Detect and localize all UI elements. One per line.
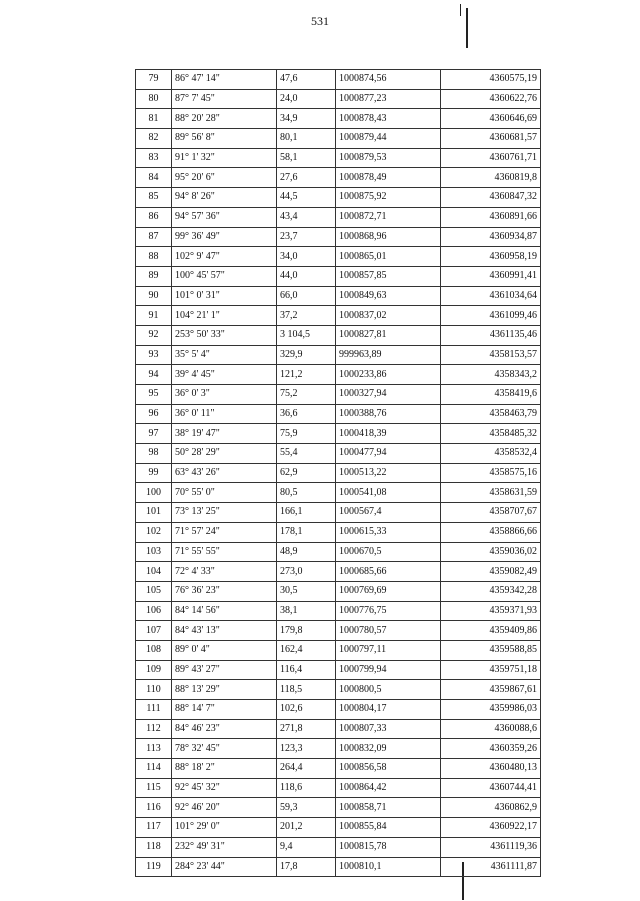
table-row (136, 621, 541, 641)
length-cell: 24,0 (277, 89, 336, 109)
direction-angle-cell: 50° 28' 29" (172, 444, 277, 464)
point-number-cell: 79 (136, 70, 172, 90)
x-coordinate-cell: 1000233,86 (336, 365, 441, 385)
point-number-cell: 96 (136, 404, 172, 424)
length-cell: 162,4 (277, 640, 336, 660)
length-cell: 80,1 (277, 129, 336, 149)
direction-angle-cell: 76° 36' 23" (172, 581, 277, 601)
y-coordinate-cell: 4360862,9 (441, 798, 541, 818)
table-row (136, 581, 541, 601)
x-coordinate-cell: 1000875,92 (336, 188, 441, 208)
length-cell: 44,5 (277, 188, 336, 208)
point-number-cell: 83 (136, 148, 172, 168)
length-cell: 121,2 (277, 365, 336, 385)
y-coordinate-cell: 4360681,57 (441, 129, 541, 149)
point-number-cell: 112 (136, 719, 172, 739)
point-number-cell: 85 (136, 188, 172, 208)
table-row (136, 444, 541, 464)
direction-angle-cell: 92° 45' 32" (172, 778, 277, 798)
direction-angle-cell: 63° 43' 26" (172, 463, 277, 483)
x-coordinate-cell: 1000877,23 (336, 89, 441, 109)
point-number-cell: 94 (136, 365, 172, 385)
x-coordinate-cell: 1000807,33 (336, 719, 441, 739)
length-cell: 116,4 (277, 660, 336, 680)
point-number-cell: 93 (136, 345, 172, 365)
point-number-cell: 110 (136, 680, 172, 700)
table-row (136, 168, 541, 188)
direction-angle-cell: 89° 43' 27" (172, 660, 277, 680)
coordinates-table-body (136, 70, 541, 877)
length-cell: 36,6 (277, 404, 336, 424)
length-cell: 17,8 (277, 857, 336, 877)
point-number-cell: 117 (136, 818, 172, 838)
length-cell: 329,9 (277, 345, 336, 365)
table-row (136, 207, 541, 227)
x-coordinate-cell: 999963,89 (336, 345, 441, 365)
y-coordinate-cell: 4359588,85 (441, 640, 541, 660)
length-cell: 273,0 (277, 562, 336, 582)
y-coordinate-cell: 4360819,8 (441, 168, 541, 188)
direction-angle-cell: 78° 32' 45" (172, 739, 277, 759)
x-coordinate-cell: 1000685,66 (336, 562, 441, 582)
table-row (136, 325, 541, 345)
y-coordinate-cell: 4358866,66 (441, 522, 541, 542)
point-number-cell: 107 (136, 621, 172, 641)
length-cell: 44,0 (277, 266, 336, 286)
y-coordinate-cell: 4360891,66 (441, 207, 541, 227)
x-coordinate-cell: 1000864,42 (336, 778, 441, 798)
x-coordinate-cell: 1000541,08 (336, 483, 441, 503)
length-cell: 34,9 (277, 109, 336, 129)
length-cell: 62,9 (277, 463, 336, 483)
x-coordinate-cell: 1000388,76 (336, 404, 441, 424)
y-coordinate-cell: 4360359,26 (441, 739, 541, 759)
y-coordinate-cell: 4360744,41 (441, 778, 541, 798)
length-cell: 27,6 (277, 168, 336, 188)
length-cell: 30,5 (277, 581, 336, 601)
direction-angle-cell: 99° 36' 49" (172, 227, 277, 247)
y-coordinate-cell: 4358485,32 (441, 424, 541, 444)
page-number: 531 (311, 14, 329, 28)
scan-mark-top (466, 8, 468, 48)
direction-angle-cell: 100° 45' 57" (172, 266, 277, 286)
table-row (136, 798, 541, 818)
table-row (136, 286, 541, 306)
point-number-cell: 100 (136, 483, 172, 503)
table-row (136, 837, 541, 857)
point-number-cell: 80 (136, 89, 172, 109)
y-coordinate-cell: 4360622,76 (441, 89, 541, 109)
direction-angle-cell: 92° 46' 20" (172, 798, 277, 818)
point-number-cell: 82 (136, 129, 172, 149)
y-coordinate-cell: 4360088,6 (441, 719, 541, 739)
direction-angle-cell: 72° 4' 33" (172, 562, 277, 582)
x-coordinate-cell: 1000837,02 (336, 306, 441, 326)
direction-angle-cell: 101° 29' 0" (172, 818, 277, 838)
x-coordinate-cell: 1000797,11 (336, 640, 441, 660)
length-cell: 55,4 (277, 444, 336, 464)
y-coordinate-cell: 4361119,36 (441, 837, 541, 857)
x-coordinate-cell: 1000327,94 (336, 385, 441, 405)
direction-angle-cell: 94° 8' 26" (172, 188, 277, 208)
point-number-cell: 108 (136, 640, 172, 660)
table-row (136, 542, 541, 562)
y-coordinate-cell: 4360480,13 (441, 759, 541, 779)
point-number-cell: 114 (136, 759, 172, 779)
y-coordinate-cell: 4360934,87 (441, 227, 541, 247)
y-coordinate-cell: 4359036,02 (441, 542, 541, 562)
point-number-cell: 104 (136, 562, 172, 582)
point-number-cell: 102 (136, 522, 172, 542)
direction-angle-cell: 39° 4' 45" (172, 365, 277, 385)
point-number-cell: 111 (136, 700, 172, 720)
length-cell: 178,1 (277, 522, 336, 542)
y-coordinate-cell: 4360575,19 (441, 70, 541, 90)
length-cell: 118,6 (277, 778, 336, 798)
table-row (136, 404, 541, 424)
point-number-cell: 86 (136, 207, 172, 227)
length-cell: 23,7 (277, 227, 336, 247)
table-row (136, 719, 541, 739)
table-row (136, 778, 541, 798)
y-coordinate-cell: 4360991,41 (441, 266, 541, 286)
y-coordinate-cell: 4358575,16 (441, 463, 541, 483)
direction-angle-cell: 88° 14' 7" (172, 700, 277, 720)
direction-angle-cell: 71° 57' 24" (172, 522, 277, 542)
x-coordinate-cell: 1000615,33 (336, 522, 441, 542)
y-coordinate-cell: 4359371,93 (441, 601, 541, 621)
table-row (136, 247, 541, 267)
direction-angle-cell: 95° 20' 6" (172, 168, 277, 188)
x-coordinate-cell: 1000872,71 (336, 207, 441, 227)
table-row (136, 385, 541, 405)
table-row (136, 759, 541, 779)
table-row (136, 345, 541, 365)
length-cell: 34,0 (277, 247, 336, 267)
direction-angle-cell: 89° 56' 8" (172, 129, 277, 149)
table-row (136, 739, 541, 759)
scan-mark-top-tick (460, 4, 461, 16)
y-coordinate-cell: 4361111,87 (441, 857, 541, 877)
direction-angle-cell: 284° 23' 44" (172, 857, 277, 877)
y-coordinate-cell: 4361099,46 (441, 306, 541, 326)
length-cell: 264,4 (277, 759, 336, 779)
y-coordinate-cell: 4358532,4 (441, 444, 541, 464)
direction-angle-cell: 88° 20' 28" (172, 109, 277, 129)
table-row (136, 483, 541, 503)
direction-angle-cell: 88° 18' 2" (172, 759, 277, 779)
table-row (136, 306, 541, 326)
point-number-cell: 118 (136, 837, 172, 857)
x-coordinate-cell: 1000810,1 (336, 857, 441, 877)
y-coordinate-cell: 4359986,03 (441, 700, 541, 720)
x-coordinate-cell: 1000799,94 (336, 660, 441, 680)
point-number-cell: 115 (136, 778, 172, 798)
x-coordinate-cell: 1000776,75 (336, 601, 441, 621)
length-cell: 102,6 (277, 700, 336, 720)
y-coordinate-cell: 4360922,17 (441, 818, 541, 838)
point-number-cell: 95 (136, 385, 172, 405)
y-coordinate-cell: 4359082,49 (441, 562, 541, 582)
direction-angle-cell: 87° 7' 45" (172, 89, 277, 109)
table-row (136, 365, 541, 385)
table-row (136, 503, 541, 523)
direction-angle-cell: 71° 55' 55" (172, 542, 277, 562)
y-coordinate-cell: 4358707,67 (441, 503, 541, 523)
point-number-cell: 88 (136, 247, 172, 267)
x-coordinate-cell: 1000849,63 (336, 286, 441, 306)
x-coordinate-cell: 1000874,56 (336, 70, 441, 90)
y-coordinate-cell: 4360847,32 (441, 188, 541, 208)
point-number-cell: 84 (136, 168, 172, 188)
direction-angle-cell: 101° 0' 31" (172, 286, 277, 306)
table-row (136, 148, 541, 168)
y-coordinate-cell: 4358419,6 (441, 385, 541, 405)
table-row (136, 227, 541, 247)
length-cell: 58,1 (277, 148, 336, 168)
direction-angle-cell: 104° 21' 1" (172, 306, 277, 326)
y-coordinate-cell: 4360646,69 (441, 109, 541, 129)
length-cell: 166,1 (277, 503, 336, 523)
table-row (136, 129, 541, 149)
x-coordinate-cell: 1000567,4 (336, 503, 441, 523)
y-coordinate-cell: 4360958,19 (441, 247, 541, 267)
x-coordinate-cell: 1000868,96 (336, 227, 441, 247)
x-coordinate-cell: 1000879,44 (336, 129, 441, 149)
point-number-cell: 90 (136, 286, 172, 306)
length-cell: 48,9 (277, 542, 336, 562)
point-number-cell: 91 (136, 306, 172, 326)
point-number-cell: 81 (136, 109, 172, 129)
length-cell: 66,0 (277, 286, 336, 306)
table-row (136, 522, 541, 542)
y-coordinate-cell: 4358631,59 (441, 483, 541, 503)
y-coordinate-cell: 4359867,61 (441, 680, 541, 700)
length-cell: 3 104,5 (277, 325, 336, 345)
table-row (136, 188, 541, 208)
table-row (136, 818, 541, 838)
x-coordinate-cell: 1000670,5 (336, 542, 441, 562)
x-coordinate-cell: 1000815,78 (336, 837, 441, 857)
length-cell: 75,2 (277, 385, 336, 405)
point-number-cell: 101 (136, 503, 172, 523)
point-number-cell: 119 (136, 857, 172, 877)
length-cell: 179,8 (277, 621, 336, 641)
length-cell: 80,5 (277, 483, 336, 503)
table-row (136, 562, 541, 582)
y-coordinate-cell: 4358463,79 (441, 404, 541, 424)
length-cell: 75,9 (277, 424, 336, 444)
table-row (136, 463, 541, 483)
point-number-cell: 113 (136, 739, 172, 759)
point-number-cell: 92 (136, 325, 172, 345)
direction-angle-cell: 38° 19' 47" (172, 424, 277, 444)
x-coordinate-cell: 1000856,58 (336, 759, 441, 779)
point-number-cell: 98 (136, 444, 172, 464)
point-number-cell: 105 (136, 581, 172, 601)
y-coordinate-cell: 4358343,2 (441, 365, 541, 385)
length-cell: 37,2 (277, 306, 336, 326)
direction-angle-cell: 84° 14' 56" (172, 601, 277, 621)
x-coordinate-cell: 1000878,49 (336, 168, 441, 188)
direction-angle-cell: 84° 43' 13" (172, 621, 277, 641)
direction-angle-cell: 86° 47' 14" (172, 70, 277, 90)
table-row (136, 266, 541, 286)
direction-angle-cell: 35° 5' 4" (172, 345, 277, 365)
y-coordinate-cell: 4359409,86 (441, 621, 541, 641)
x-coordinate-cell: 1000865,01 (336, 247, 441, 267)
direction-angle-cell: 253° 50' 33" (172, 325, 277, 345)
direction-angle-cell: 36° 0' 11" (172, 404, 277, 424)
y-coordinate-cell: 4361034,64 (441, 286, 541, 306)
y-coordinate-cell: 4358153,57 (441, 345, 541, 365)
x-coordinate-cell: 1000769,69 (336, 581, 441, 601)
direction-angle-cell: 94° 57' 36" (172, 207, 277, 227)
point-number-cell: 87 (136, 227, 172, 247)
length-cell: 271,8 (277, 719, 336, 739)
point-number-cell: 103 (136, 542, 172, 562)
length-cell: 47,6 (277, 70, 336, 90)
direction-angle-cell: 232° 49' 31" (172, 837, 277, 857)
length-cell: 38,1 (277, 601, 336, 621)
x-coordinate-cell: 1000832,09 (336, 739, 441, 759)
x-coordinate-cell: 1000780,57 (336, 621, 441, 641)
x-coordinate-cell: 1000418,39 (336, 424, 441, 444)
table-row (136, 700, 541, 720)
length-cell: 201,2 (277, 818, 336, 838)
x-coordinate-cell: 1000477,94 (336, 444, 441, 464)
length-cell: 43,4 (277, 207, 336, 227)
length-cell: 9,4 (277, 837, 336, 857)
x-coordinate-cell: 1000858,71 (336, 798, 441, 818)
point-number-cell: 109 (136, 660, 172, 680)
table-row (136, 660, 541, 680)
x-coordinate-cell: 1000855,84 (336, 818, 441, 838)
point-number-cell: 116 (136, 798, 172, 818)
point-number-cell: 89 (136, 266, 172, 286)
table-row (136, 89, 541, 109)
length-cell: 118,5 (277, 680, 336, 700)
table-row (136, 640, 541, 660)
direction-angle-cell: 102° 9' 47" (172, 247, 277, 267)
y-coordinate-cell: 4361135,46 (441, 325, 541, 345)
y-coordinate-cell: 4359342,28 (441, 581, 541, 601)
x-coordinate-cell: 1000857,85 (336, 266, 441, 286)
x-coordinate-cell: 1000804,17 (336, 700, 441, 720)
direction-angle-cell: 73° 13' 25" (172, 503, 277, 523)
table-row (136, 601, 541, 621)
x-coordinate-cell: 1000800,5 (336, 680, 441, 700)
length-cell: 123,3 (277, 739, 336, 759)
table-row (136, 70, 541, 90)
point-number-cell: 97 (136, 424, 172, 444)
x-coordinate-cell: 1000879,53 (336, 148, 441, 168)
table-row (136, 857, 541, 877)
direction-angle-cell: 36° 0' 3" (172, 385, 277, 405)
direction-angle-cell: 91° 1' 32" (172, 148, 277, 168)
y-coordinate-cell: 4359751,18 (441, 660, 541, 680)
x-coordinate-cell: 1000878,43 (336, 109, 441, 129)
table-row (136, 424, 541, 444)
point-number-cell: 106 (136, 601, 172, 621)
direction-angle-cell: 89° 0' 4" (172, 640, 277, 660)
point-number-cell: 99 (136, 463, 172, 483)
table-row (136, 109, 541, 129)
direction-angle-cell: 84° 46' 23" (172, 719, 277, 739)
coordinates-table (135, 69, 541, 877)
direction-angle-cell: 88° 13' 29" (172, 680, 277, 700)
x-coordinate-cell: 1000827,81 (336, 325, 441, 345)
x-coordinate-cell: 1000513,22 (336, 463, 441, 483)
length-cell: 59,3 (277, 798, 336, 818)
y-coordinate-cell: 4360761,71 (441, 148, 541, 168)
direction-angle-cell: 70° 55' 0" (172, 483, 277, 503)
table-row (136, 680, 541, 700)
